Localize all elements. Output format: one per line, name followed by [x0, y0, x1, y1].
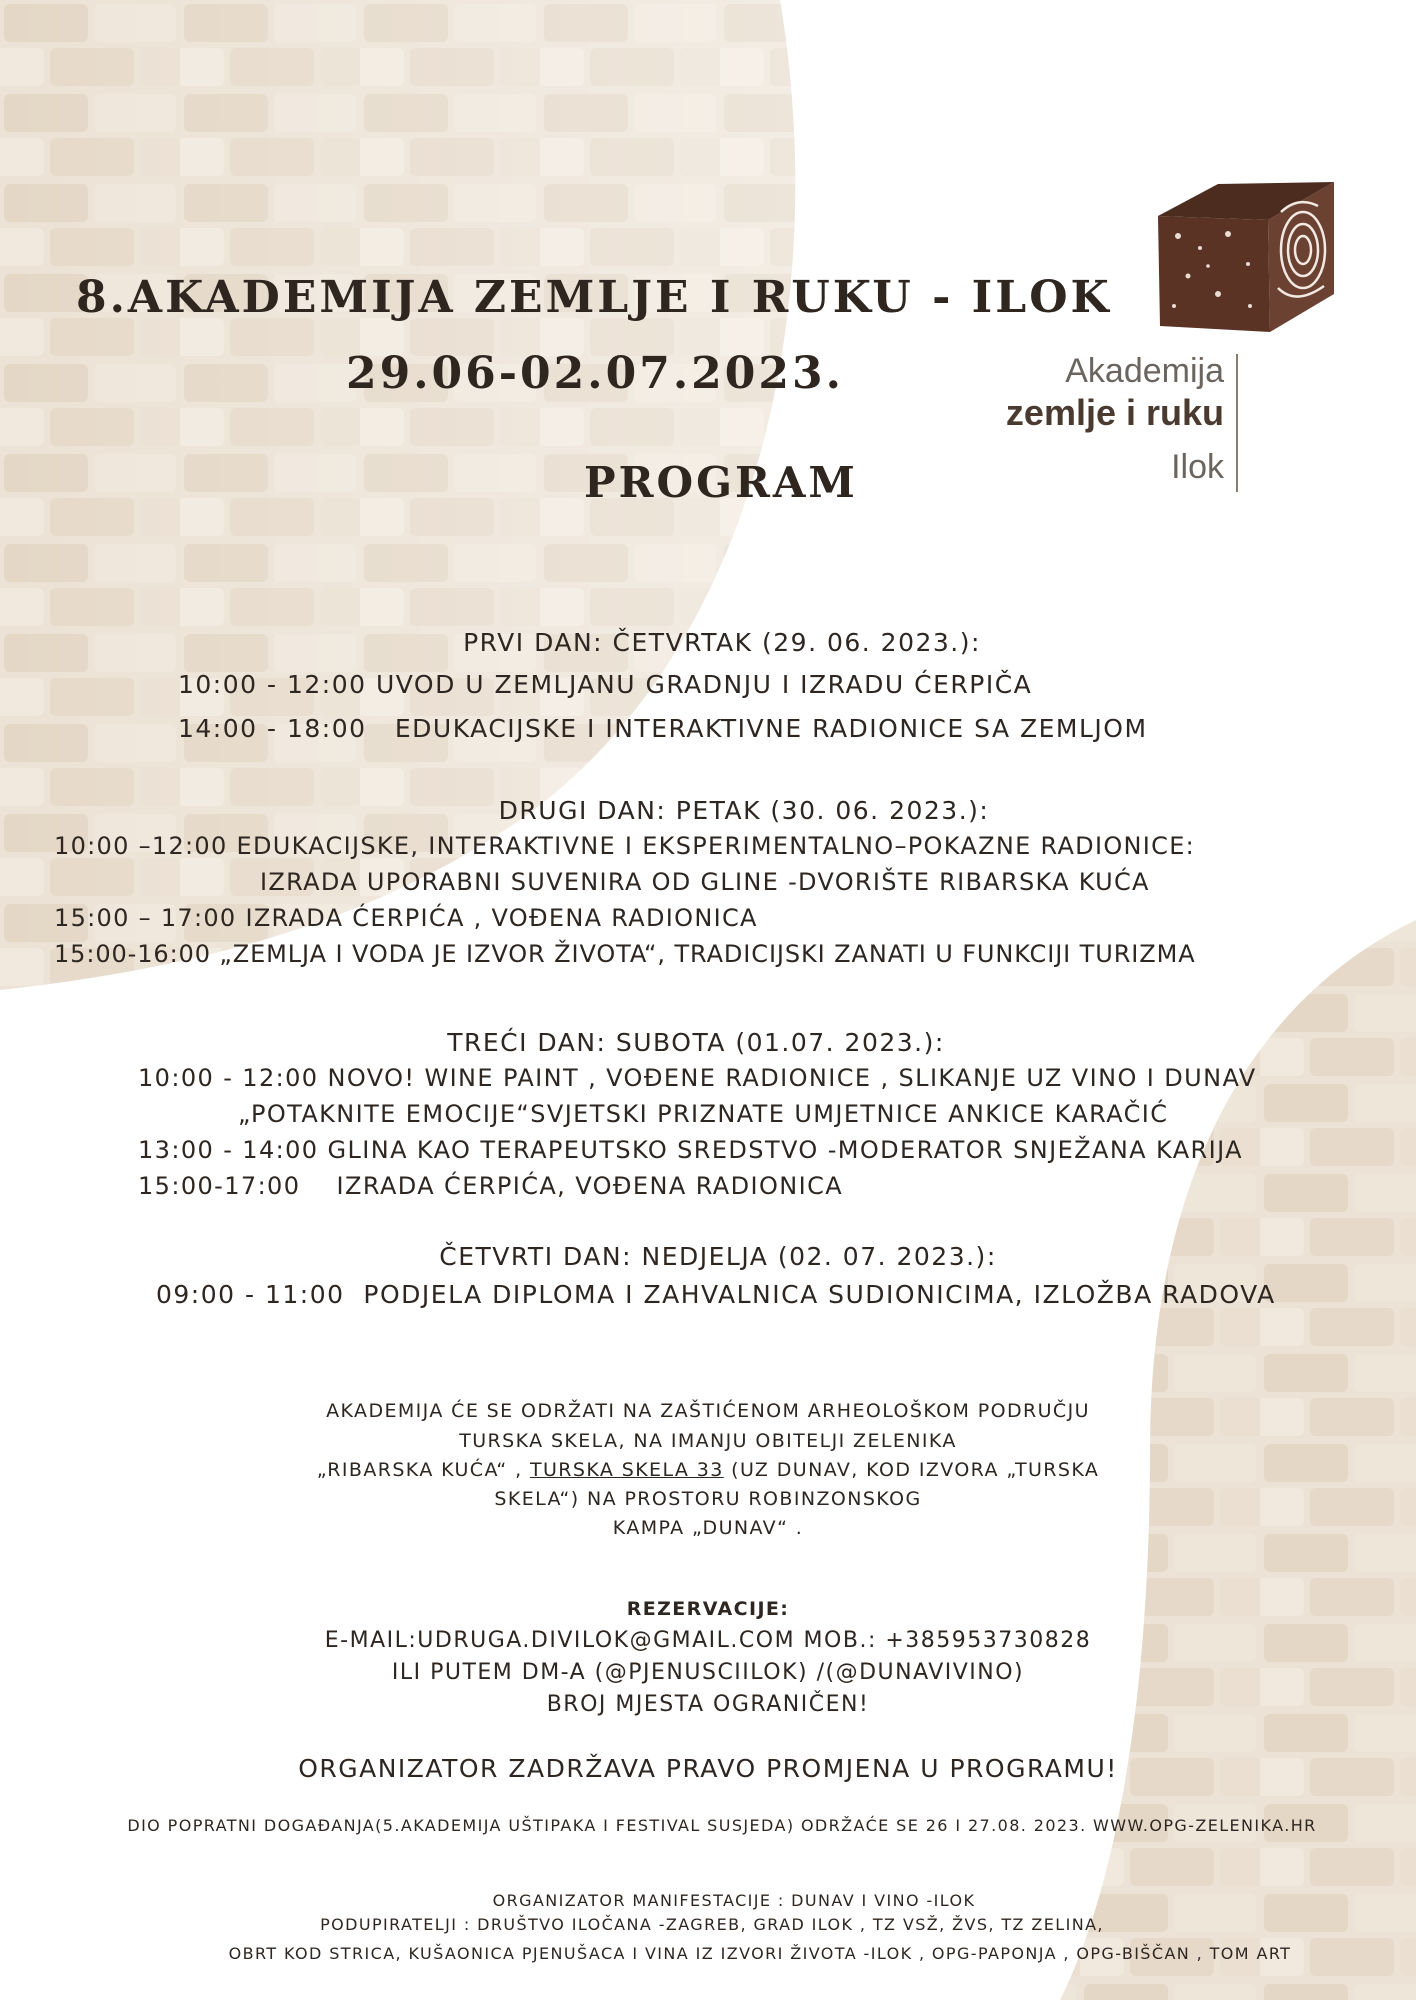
- day1-item: [178, 670, 1032, 699]
- logo-text-zemlje-i-ruku: zemlje i ruku: [1005, 392, 1224, 433]
- location-line: TURSKA SKELA, NA IMANJU OBITELJI ZELENIKA: [459, 1430, 957, 1452]
- item-text: GLINA KAO TERAPEUTSKO SREDSTVO -MODERATOR SNJEŽANA KARIJA: [327, 1136, 1243, 1164]
- item-time: 14:00 - 18:00: [178, 714, 367, 743]
- day2-item: [54, 904, 758, 932]
- day2-heading: DRUGI DAN: PETAK (30. 06. 2023.):: [498, 796, 990, 825]
- location-text: (UZ DUNAV, KOD IZVORA „TURSKA: [723, 1459, 1100, 1481]
- location-line: SKELA“) NA PROSTORU ROBINZONSKOG: [494, 1488, 922, 1510]
- item-text: EDUKACIJSKE I INTERAKTIVNE RADIONICE SA ZEMLJOM: [394, 714, 1148, 743]
- day4-item: [156, 1280, 1276, 1309]
- item-text: NOVO! WINE PAINT , VOĐENE RADIONICE , SLIKANJE UZ VINO I DUNAV: [327, 1064, 1257, 1092]
- footer-supporters: OBRT KOD STRICA, KUŠAONICA PJENUŠACA I VINA IZ IZVORI ŽIVOTA -ILOK , OPG-PAPONJA , OPG-BIŠČAN , TOM ART: [228, 1944, 1292, 1963]
- day3-item: [238, 1100, 1168, 1128]
- item-text: UVOD U ZEMLJANU GRADNJU I IZRADU ĆERPIČA: [375, 670, 1033, 699]
- item-text: IZRADA ĆERPIĆA, VOĐENA RADIONICA: [336, 1172, 844, 1200]
- program-heading: PROGRAM: [584, 458, 858, 507]
- footer-organizer: ORGANIZATOR MANIFESTACIJE : DUNAV I VINO -ILOK: [492, 1891, 976, 1910]
- location-line: [317, 1459, 1100, 1481]
- day4-heading: ČETVRTI DAN: NEDJELJA (02. 07. 2023.):: [439, 1242, 997, 1271]
- item-time: 10:00 - 12:00: [178, 670, 367, 699]
- day3-item: [138, 1172, 843, 1200]
- location-line: AKADEMIJA ĆE SE ODRŽATI NA ZAŠTIĆENOM ARHEOLOŠKOM PODRUČJU: [326, 1400, 1090, 1422]
- day1-heading: PRVI DAN: ČETVRTAK (29. 06. 2023.):: [463, 628, 981, 657]
- item-text: IZRADA UPORABNI SUVENIRA OD GLINE -DVORIŠTE RIBARSKA KUĆA: [260, 868, 1150, 896]
- reservations-heading: REZERVACIJE:: [626, 1598, 790, 1620]
- day1-item: [178, 714, 1148, 743]
- event-title: 8.AKADEMIJA ZEMLJE I RUKU - ILOK: [76, 272, 1112, 323]
- item-time: 15:00-16:00: [54, 940, 211, 968]
- clay-brick-fingerprint-icon: [1138, 176, 1338, 336]
- akademija-logo: [1002, 176, 1342, 506]
- location-text: „RIBARSKA KUĆA“ ,: [316, 1459, 530, 1481]
- day2-item: [260, 868, 1150, 896]
- item-time: 10:00 - 12:00: [138, 1064, 319, 1092]
- day3-heading: TREĆI DAN: SUBOTA (01.07. 2023.):: [447, 1028, 945, 1057]
- item-text: EDUKACIJSKE, INTERAKTIVNE I EKSPERIMENTALNO–POKAZNE RADIONICE:: [236, 832, 1196, 860]
- item-text: „POTAKNITE EMOCIJE“SVJETSKI PRIZNATE UMJETNICE ANKICE KARAČIĆ: [238, 1100, 1169, 1128]
- item-time: 13:00 - 14:00: [138, 1136, 319, 1164]
- day3-item: [138, 1064, 1257, 1092]
- side-events-text: DIO POPRATNI DOGAĐANJA(5.AKADEMIJA UŠTIPAKA I FESTIVAL SUSJEDA) ODRŽAĆE SE 26 I 27.08. 2023. WWW.OPG-ZELENIKA.HR: [127, 1816, 1317, 1835]
- reservations-dm: ILI PUTEM DM-A (@PJENUSCIILOK) /(@DUNAVIVINO): [391, 1660, 1025, 1685]
- reservations-limit: BROJ MJESTA OGRANIČEN!: [546, 1692, 870, 1717]
- logo-text-akademija: Akademija: [1065, 352, 1224, 390]
- footer-supporters: PODUPIRATELJI : DRUŠTVO ILOČANA -ZAGREB, GRAD ILOK , TZ VSŽ, ŽVS, TZ ZELINA,: [320, 1915, 1104, 1934]
- day2-item: [54, 832, 1195, 860]
- reservations-contact[interactable]: E-MAIL:UDRUGA.DIVILOK@GMAIL.COM MOB.: +385953730828: [324, 1628, 1092, 1653]
- event-dates: 29.06-02.07.2023.: [346, 348, 844, 399]
- address-link[interactable]: TURSKA SKELA 33: [529, 1459, 724, 1481]
- organizer-notice: ORGANIZATOR ZADRŽAVA PRAVO PROMJENA U PROGRAMU!: [298, 1754, 1118, 1783]
- item-time: 15:00 – 17:00: [54, 904, 237, 932]
- item-text: PODJELA DIPLOMA I ZAHVALNICA SUDIONICIMA, IZLOŽBA RADOVA: [363, 1280, 1276, 1309]
- item-text: „ZEMLJA I VODA JE IZVOR ŽIVOTA“, TRADICIJSKI ZANATI U FUNKCIJI TURIZMA: [219, 940, 1196, 968]
- day3-item: [138, 1136, 1243, 1164]
- item-text: IZRADA ĆERPIĆA , VOĐENA RADIONICA: [245, 904, 758, 932]
- item-time: 10:00 –12:00: [54, 832, 228, 860]
- item-time: 15:00-17:00: [138, 1172, 301, 1200]
- day2-item: [54, 940, 1196, 968]
- logo-divider: [1236, 354, 1238, 492]
- item-time: 09:00 - 11:00: [156, 1280, 345, 1309]
- logo-text-ilok: Ilok: [1171, 448, 1224, 486]
- location-line: KAMPA „DUNAV“ .: [612, 1517, 804, 1539]
